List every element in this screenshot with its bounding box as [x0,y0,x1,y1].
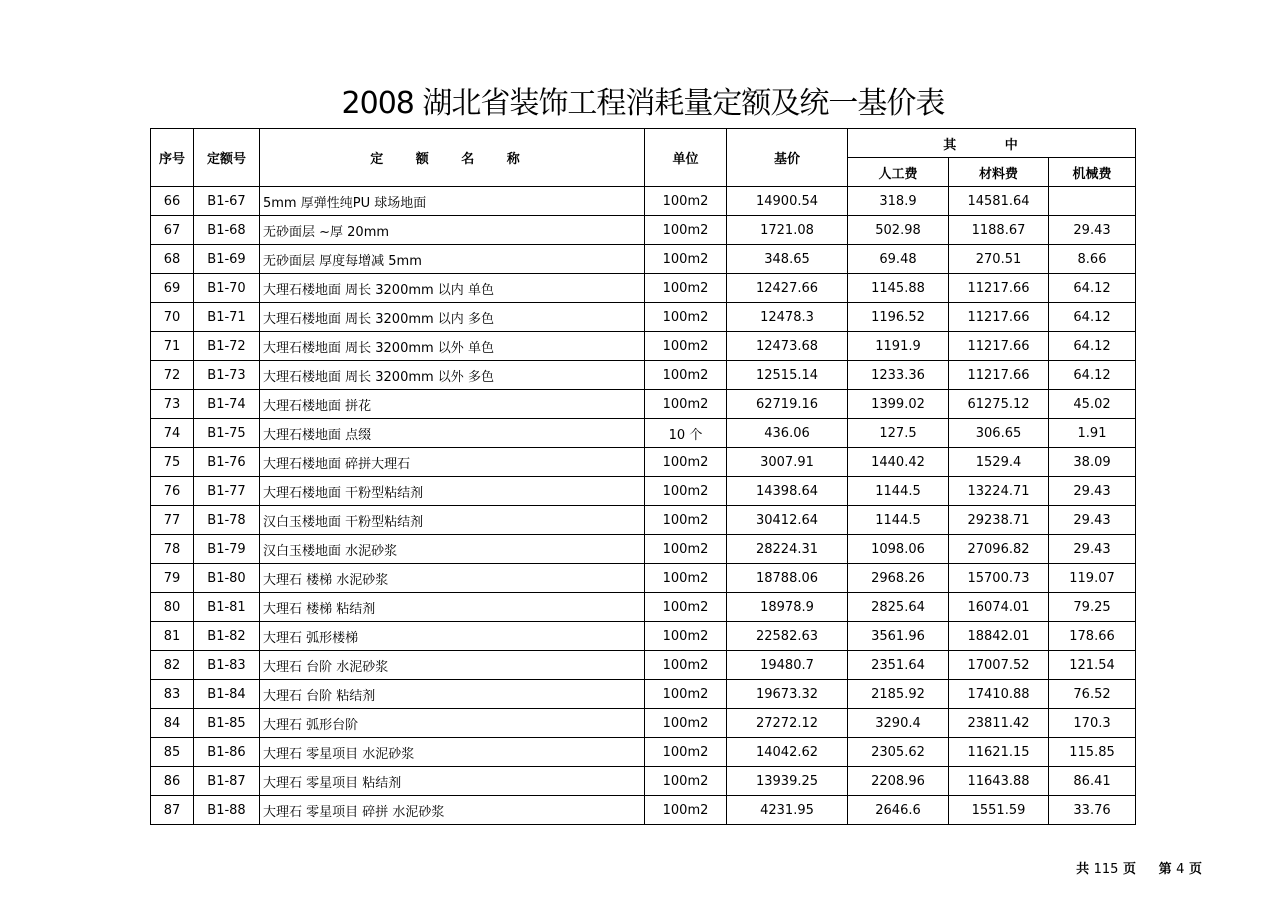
cell-seq: 78 [151,535,194,564]
cell-base-price: 12478.3 [727,303,848,332]
table-row [151,419,1136,448]
cell-base-price: 62719.16 [727,390,848,419]
cell-code: B1-88 [194,796,260,825]
table-row [151,448,1136,477]
table-row [151,274,1136,303]
cell-seq: 77 [151,506,194,535]
cell-seq: 68 [151,245,194,274]
cell-material: 17410.88 [949,680,1049,709]
cell-seq: 75 [151,448,194,477]
cell-machine: 79.25 [1049,593,1136,622]
cell-machine: 64.12 [1049,274,1136,303]
footer-total-pages: 115 [1093,862,1119,877]
table-body [151,187,1136,825]
cell-material: 11217.66 [949,361,1049,390]
cell-machine: 29.43 [1049,216,1136,245]
cell-labor: 1233.36 [848,361,949,390]
cell-code: B1-81 [194,593,260,622]
cell-machine [1049,187,1136,216]
cell-name: 无砂面层 ~厚 20mm [260,216,645,245]
cell-unit: 100m2 [645,303,727,332]
cell-material: 16074.01 [949,593,1049,622]
cell-name: 汉白玉楼地面 干粉型粘结剂 [260,506,645,535]
cell-base-price: 1721.08 [727,216,848,245]
table-row [151,187,1136,216]
cell-labor: 1191.9 [848,332,949,361]
cell-code: B1-87 [194,767,260,796]
cell-material: 15700.73 [949,564,1049,593]
page-title: 2008 湖北省装饰工程消耗量定额及统一基价表 [341,86,945,121]
cell-machine: 8.66 [1049,245,1136,274]
cell-base-price: 19480.7 [727,651,848,680]
cell-material: 11217.66 [949,332,1049,361]
cell-unit: 100m2 [645,680,727,709]
cell-base-price: 12515.14 [727,361,848,390]
footer-total-prefix: 共 [1076,862,1090,877]
table-row [151,506,1136,535]
cell-name: 大理石 零星项目 粘结剂 [260,767,645,796]
cell-unit: 100m2 [645,651,727,680]
cell-unit: 100m2 [645,709,727,738]
header-code: 定额号 [194,129,260,187]
cell-labor: 502.98 [848,216,949,245]
cell-base-price: 19673.32 [727,680,848,709]
cell-base-price: 12427.66 [727,274,848,303]
cell-unit: 100m2 [645,477,727,506]
cell-machine: 178.66 [1049,622,1136,651]
cell-name: 大理石楼地面 周长 3200mm 以外 单色 [260,332,645,361]
cell-labor: 2646.6 [848,796,949,825]
table-row [151,477,1136,506]
cell-labor: 2968.26 [848,564,949,593]
cell-base-price: 18788.06 [727,564,848,593]
footer-page-num: 4 [1176,862,1185,877]
cell-seq: 82 [151,651,194,680]
cell-material: 1188.67 [949,216,1049,245]
cell-machine: 38.09 [1049,448,1136,477]
cell-code: B1-71 [194,303,260,332]
table-row [151,332,1136,361]
cell-labor: 2351.64 [848,651,949,680]
table-row [151,738,1136,767]
page-footer [1076,858,1202,877]
table-row [151,216,1136,245]
cell-machine: 76.52 [1049,680,1136,709]
cell-labor: 2185.92 [848,680,949,709]
cell-material: 11217.66 [949,303,1049,332]
cell-code: B1-75 [194,419,260,448]
cell-seq: 74 [151,419,194,448]
header-base-price: 基价 [727,129,848,187]
cell-code: B1-72 [194,332,260,361]
cell-unit: 100m2 [645,245,727,274]
cell-seq: 76 [151,477,194,506]
header-name: 定 额 名 称 [260,129,645,187]
cell-labor: 1196.52 [848,303,949,332]
cell-name: 大理石楼地面 碎拼大理石 [260,448,645,477]
cell-unit: 100m2 [645,274,727,303]
cell-unit: 100m2 [645,622,727,651]
footer-total-suffix: 页 [1122,862,1136,877]
cell-machine: 170.3 [1049,709,1136,738]
cell-code: B1-86 [194,738,260,767]
cell-unit: 100m2 [645,593,727,622]
cell-machine: 64.12 [1049,303,1136,332]
cell-machine: 86.41 [1049,767,1136,796]
cell-unit: 100m2 [645,564,727,593]
cell-labor: 1098.06 [848,535,949,564]
cell-unit: 100m2 [645,767,727,796]
cell-material: 1529.4 [949,448,1049,477]
cell-code: B1-79 [194,535,260,564]
cell-seq: 81 [151,622,194,651]
cell-material: 11643.88 [949,767,1049,796]
cell-unit: 100m2 [645,535,727,564]
cell-base-price: 14042.62 [727,738,848,767]
cell-code: B1-78 [194,506,260,535]
cell-seq: 83 [151,680,194,709]
cell-seq: 69 [151,274,194,303]
table-row [151,796,1136,825]
cell-seq: 84 [151,709,194,738]
cell-machine: 33.76 [1049,796,1136,825]
table-row [151,767,1136,796]
table-row [151,245,1136,274]
header-machine: 机械费 [1049,158,1136,187]
cell-labor: 1144.5 [848,477,949,506]
cell-base-price: 12473.68 [727,332,848,361]
header-unit: 单位 [645,129,727,187]
cell-name: 大理石 弧形楼梯 [260,622,645,651]
cell-labor: 2208.96 [848,767,949,796]
cell-machine: 119.07 [1049,564,1136,593]
cell-machine: 115.85 [1049,738,1136,767]
cell-base-price: 14900.54 [727,187,848,216]
cell-machine: 64.12 [1049,332,1136,361]
cell-machine: 29.43 [1049,477,1136,506]
cell-code: B1-77 [194,477,260,506]
cell-seq: 66 [151,187,194,216]
cell-unit: 100m2 [645,390,727,419]
cell-name: 大理石 楼梯 水泥砂浆 [260,564,645,593]
cell-material: 1551.59 [949,796,1049,825]
cell-name: 大理石楼地面 周长 3200mm 以外 多色 [260,361,645,390]
header-labor: 人工费 [848,158,949,187]
cell-seq: 86 [151,767,194,796]
cell-name: 大理石 零星项目 水泥砂浆 [260,738,645,767]
cell-seq: 71 [151,332,194,361]
cell-code: B1-68 [194,216,260,245]
cell-machine: 29.43 [1049,506,1136,535]
cell-unit: 100m2 [645,187,727,216]
header-seq: 序号 [151,129,194,187]
table-row [151,593,1136,622]
cell-name: 大理石 台阶 粘结剂 [260,680,645,709]
cell-seq: 72 [151,361,194,390]
cell-name: 大理石楼地面 拼花 [260,390,645,419]
cell-name: 大理石 弧形台阶 [260,709,645,738]
cell-name: 大理石楼地面 周长 3200mm 以内 单色 [260,274,645,303]
cell-base-price: 27272.12 [727,709,848,738]
cell-material: 306.65 [949,419,1049,448]
header-of-which: 其 中 [848,129,1136,158]
table-row [151,709,1136,738]
cell-labor: 3290.4 [848,709,949,738]
cell-base-price: 3007.91 [727,448,848,477]
cell-machine: 1.91 [1049,419,1136,448]
cell-machine: 121.54 [1049,651,1136,680]
cell-seq: 67 [151,216,194,245]
cell-labor: 3561.96 [848,622,949,651]
cell-code: B1-73 [194,361,260,390]
cell-labor: 69.48 [848,245,949,274]
cell-machine: 45.02 [1049,390,1136,419]
cell-base-price: 30412.64 [727,506,848,535]
table-row [151,564,1136,593]
cell-name: 大理石 台阶 水泥砂浆 [260,651,645,680]
cell-machine: 64.12 [1049,361,1136,390]
cell-machine: 29.43 [1049,535,1136,564]
cell-unit: 100m2 [645,361,727,390]
cell-unit: 100m2 [645,332,727,361]
cell-name: 大理石楼地面 干粉型粘结剂 [260,477,645,506]
cell-name: 5mm 厚弹性纯PU 球场地面 [260,187,645,216]
cell-seq: 70 [151,303,194,332]
cell-labor: 2825.64 [848,593,949,622]
cell-unit: 10 个 [645,419,727,448]
cell-material: 61275.12 [949,390,1049,419]
cell-labor: 127.5 [848,419,949,448]
cell-material: 270.51 [949,245,1049,274]
cell-material: 27096.82 [949,535,1049,564]
cell-base-price: 4231.95 [727,796,848,825]
cell-name: 大理石楼地面 周长 3200mm 以内 多色 [260,303,645,332]
cell-code: B1-85 [194,709,260,738]
cell-unit: 100m2 [645,738,727,767]
cell-base-price: 22582.63 [727,622,848,651]
cell-labor: 1144.5 [848,506,949,535]
cell-material: 18842.01 [949,622,1049,651]
cell-name: 汉白玉楼地面 水泥砂浆 [260,535,645,564]
cell-base-price: 18978.9 [727,593,848,622]
cell-unit: 100m2 [645,506,727,535]
cell-material: 23811.42 [949,709,1049,738]
footer-page-suffix: 页 [1188,862,1202,877]
cell-code: B1-76 [194,448,260,477]
cell-seq: 79 [151,564,194,593]
cell-code: B1-83 [194,651,260,680]
cell-code: B1-74 [194,390,260,419]
cell-name: 大理石 楼梯 粘结剂 [260,593,645,622]
cell-material: 13224.71 [949,477,1049,506]
cell-unit: 100m2 [645,796,727,825]
cell-base-price: 348.65 [727,245,848,274]
cell-name: 无砂面层 厚度每增减 5mm [260,245,645,274]
cell-labor: 2305.62 [848,738,949,767]
cell-base-price: 14398.64 [727,477,848,506]
cell-seq: 85 [151,738,194,767]
cell-name: 大理石楼地面 点缀 [260,419,645,448]
table-row [151,361,1136,390]
cell-name: 大理石 零星项目 碎拼 水泥砂浆 [260,796,645,825]
cell-code: B1-70 [194,274,260,303]
cell-base-price: 28224.31 [727,535,848,564]
cell-unit: 100m2 [645,216,727,245]
table-header [151,129,1136,187]
header-material: 材料费 [949,158,1049,187]
cell-labor: 318.9 [848,187,949,216]
table-row [151,622,1136,651]
table-row [151,390,1136,419]
cell-material: 29238.71 [949,506,1049,535]
cell-material: 11217.66 [949,274,1049,303]
cell-seq: 87 [151,796,194,825]
cell-material: 14581.64 [949,187,1049,216]
cell-seq: 80 [151,593,194,622]
quota-table [150,128,1136,825]
cell-labor: 1145.88 [848,274,949,303]
cell-code: B1-82 [194,622,260,651]
cell-code: B1-80 [194,564,260,593]
cell-labor: 1440.42 [848,448,949,477]
cell-base-price: 436.06 [727,419,848,448]
table-row [151,535,1136,564]
cell-code: B1-84 [194,680,260,709]
table-row [151,680,1136,709]
footer-page-prefix: 第 [1158,862,1172,877]
cell-seq: 73 [151,390,194,419]
table-row [151,303,1136,332]
cell-code: B1-69 [194,245,260,274]
cell-code: B1-67 [194,187,260,216]
table-row [151,651,1136,680]
cell-base-price: 13939.25 [727,767,848,796]
cell-labor: 1399.02 [848,390,949,419]
cell-material: 11621.15 [949,738,1049,767]
cell-unit: 100m2 [645,448,727,477]
cell-material: 17007.52 [949,651,1049,680]
